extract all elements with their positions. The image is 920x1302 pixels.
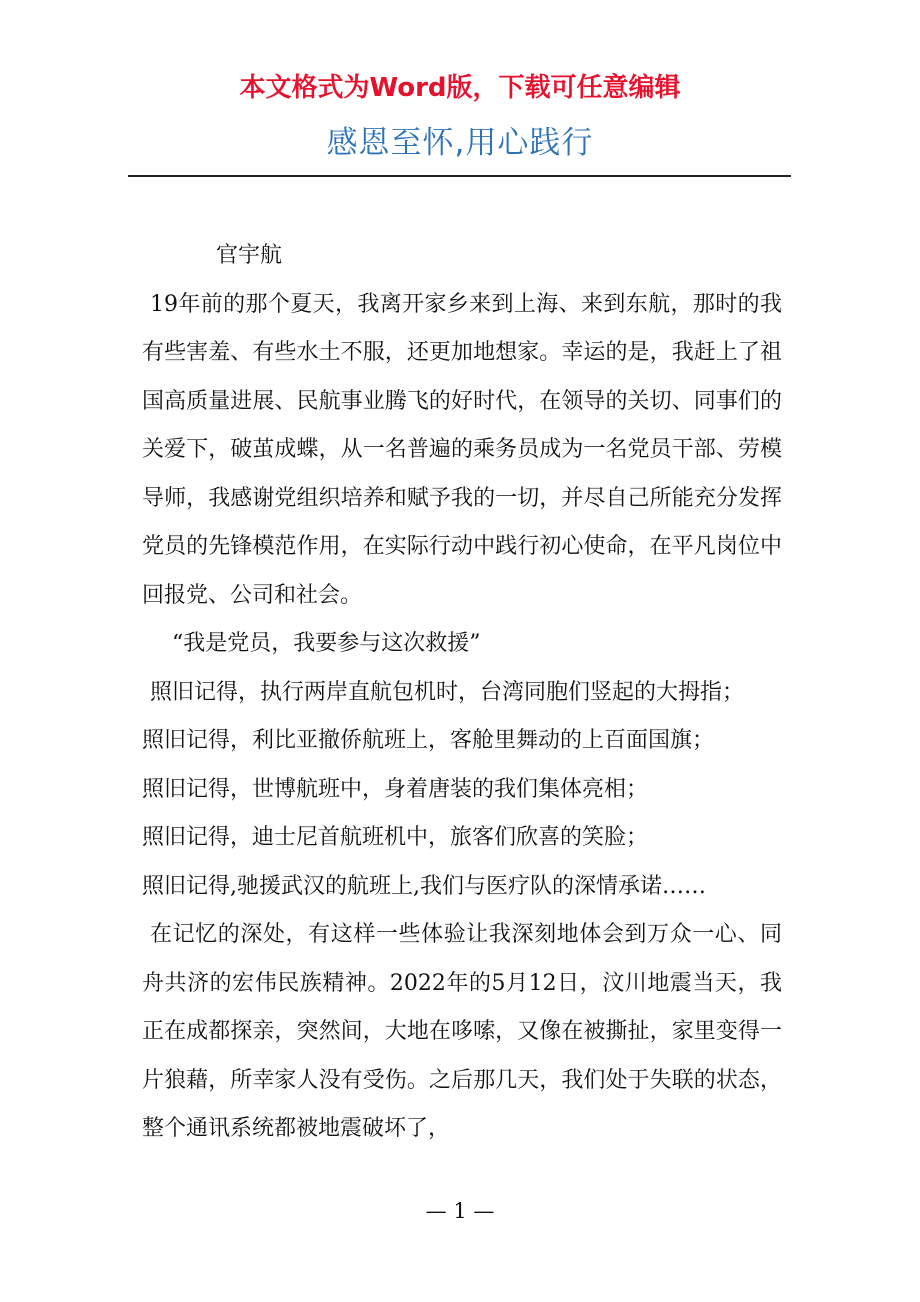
section-heading-quote: “我是党员，我要参与这次救援” <box>172 631 481 656</box>
paragraph: 照旧记得，世博航班中，身着唐装的我们集体亮相； <box>142 776 649 802</box>
paragraph: 在记忆的深处，有这样一些体验让我深刻地体会到万众一心、同舟共济的宏伟民族精神。2022年的5月12日，汶川地震当天，我正在成都探亲，突然间，大地在哆嗦，又像在被撕扯，家里变得一片狼藉，所幸家人没有受伤。之后那几天，我们处于失联的状态，整个通讯系统都被地震破坏了， <box>142 922 782 1141</box>
paragraph: 照旧记得，迪士尼首航班机中，旅客们欣喜的笑脸； <box>142 825 649 850</box>
article-body <box>142 232 782 1154</box>
author-name: 官宇航 <box>216 243 283 268</box>
page-number: — 1 — <box>425 1199 495 1223</box>
paragraph: 19年前的那个夏天，我离开家乡来到上海、来到东航，那时的我有些害羞、有些水土不服，还更加地想家。幸运的是，我赶上了祖国高质量进展、民航事业腾飞的好时代，在领导的关切、同事们的关爱下，破茧成蝶，从一名普遍的乘务员成为一名党员干部、劳模导师，我感谢党组织培养和赋予我的一切，并尽自己所能充分发挥党员的先锋模范作用，在实际行动中践行初心使命，在平凡岗位中回报党、公司和社会。 <box>142 291 782 608</box>
document-title: 感恩至怀,用心践行 <box>326 125 594 161</box>
paragraph: 照旧记得，利比亚撤侨航班上，客舱里舞动的上百面国旗； <box>142 728 715 753</box>
header-divider <box>128 175 791 177</box>
paragraph: 照旧记得,驰援武汉的航班上,我们与医疗队的深情承诺…… <box>142 873 706 899</box>
format-notice-banner: 本文格式为Word版，下载可任意编辑 <box>239 73 681 103</box>
paragraph: 照旧记得，执行两岸直航包机时，台湾同胞们竖起的大拇指； <box>150 679 745 705</box>
